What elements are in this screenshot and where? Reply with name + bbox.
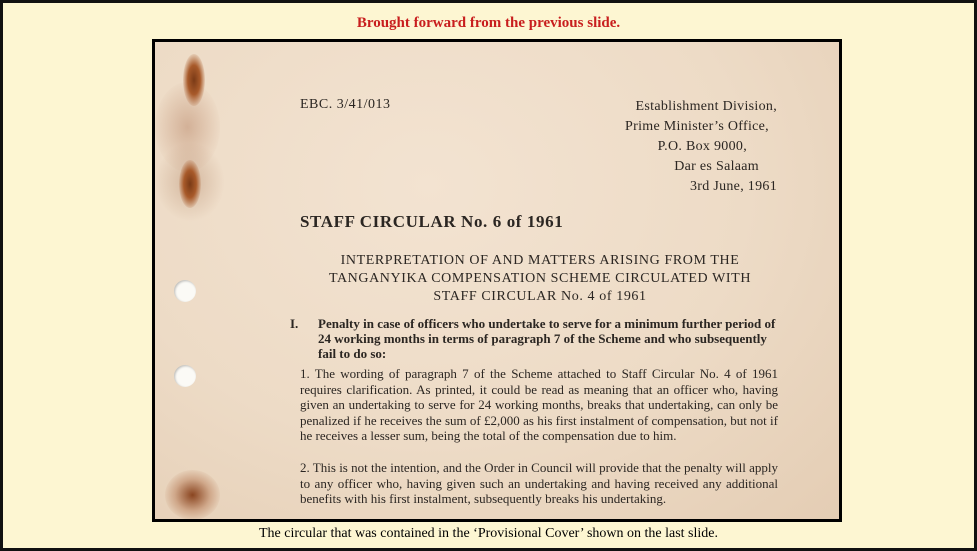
slide-caption: The circular that was contained in the ‘Provisional Cover’ shown on the last slide. — [258, 526, 719, 541]
subtitle-line: INTERPRETATION OF AND MATTERS ARISING FROM THE — [340, 253, 740, 268]
reference-number: EBC. 3/41/013 — [300, 97, 391, 112]
header-note: Brought forward from the previous slide. — [356, 15, 621, 31]
paragraph-2: 2. This is not the intention, and the Order in Council will provide that the penalty will apply to any officer who, having given such an undertaking and having received any additional benefits with his first instalment, subsequently breaks his undertaking. — [300, 460, 778, 506]
paragraph-1: 1. The wording of paragraph 7 of the Scheme attached to Staff Circular No. 4 of 1961 requires clarification. As printed, it could be read as meaning that an officer who, having given an undertaking to serve for 24 working months, breaks that undertaking, can only be penalized if he receives the sum of £2,000 as his first instalment of compensation, but not if he receives a lesser sum, being the total of the compensation due to him. — [300, 366, 778, 443]
rust-stain — [179, 160, 201, 208]
address-line: P.O. Box 9000, — [657, 139, 747, 154]
rust-stain — [165, 470, 220, 520]
rust-stain — [183, 54, 205, 106]
subtitle-line: STAFF CIRCULAR No. 4 of 1961 — [433, 289, 647, 304]
circular-title: STAFF CIRCULAR No. 6 of 1961 — [300, 212, 564, 231]
circular-subtitle — [295, 252, 785, 306]
subtitle-line: TANGANYIKA COMPENSATION SCHEME CIRCULATED WITH — [328, 271, 752, 286]
section-heading — [290, 316, 780, 361]
circular-date: 3rd June, 1961 — [689, 179, 777, 194]
address-line: Dar es Salaam — [674, 159, 759, 174]
address-line: Establishment Division, — [635, 99, 777, 114]
address-line: Prime Minister’s Office, — [625, 119, 769, 134]
sender-address — [625, 97, 777, 197]
document-photo — [152, 39, 842, 522]
section-number: I. — [290, 316, 299, 331]
punch-hole — [174, 280, 196, 302]
punch-hole — [174, 365, 196, 387]
section-heading-text: Penalty in case of officers who undertake to serve for a minimum further period of 24 working months in terms of paragraph 7 of the Scheme and who subsequently fail to do so: — [318, 316, 776, 361]
